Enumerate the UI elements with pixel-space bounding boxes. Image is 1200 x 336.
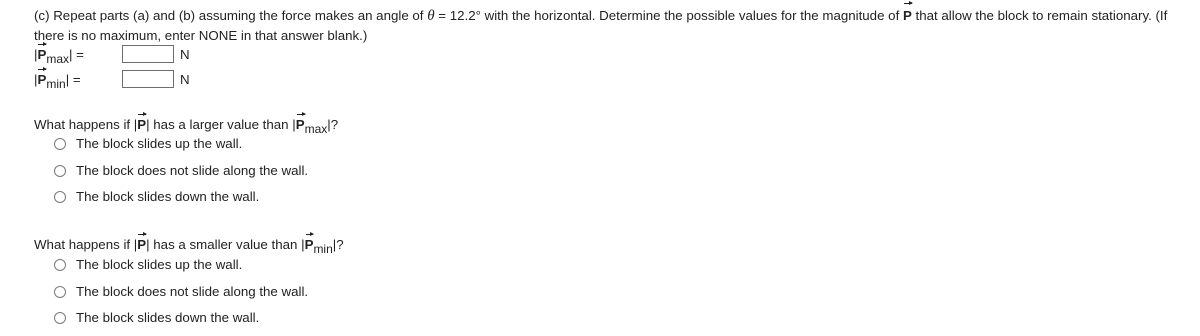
pmin-unit: N [180, 71, 190, 87]
pmax-label: |Pmax| = [34, 46, 84, 66]
radio-button[interactable] [54, 259, 66, 271]
pmin-label: |Pmin| = [34, 71, 81, 91]
vector-p-symbol: P [37, 71, 47, 87]
option-q2-no-slide[interactable]: The block does not slide along the wall. [54, 284, 308, 299]
pmax-input[interactable] [122, 45, 174, 63]
option-q1-slides-up[interactable]: The block slides up the wall. [54, 136, 242, 151]
radio-button[interactable] [54, 165, 66, 177]
vector-p-symbol: P [304, 237, 314, 252]
option-q1-slides-down[interactable]: The block slides down the wall. [54, 189, 259, 204]
option-q2-slides-up[interactable]: The block slides up the wall. [54, 257, 242, 272]
option-q1-no-slide[interactable]: The block does not slide along the wall. [54, 163, 308, 178]
vector-p-symbol: P [295, 117, 305, 132]
problem-statement [34, 6, 1184, 46]
radio-button[interactable] [54, 191, 66, 203]
pmax-unit: N [180, 46, 190, 62]
statement-text: that allow the block to remain stationary. (If there is no maximum, enter NONE in that answer blank.) [34, 8, 1168, 43]
question-smaller: What happens if |P| has a smaller value than |Pmin|? [34, 237, 344, 256]
question-larger: What happens if |P| has a larger value than |Pmax|? [34, 117, 339, 136]
radio-button[interactable] [54, 138, 66, 150]
option-q2-slides-down[interactable]: The block slides down the wall. [54, 310, 259, 325]
answer-row-pmax [34, 44, 190, 64]
radio-button[interactable] [54, 286, 66, 298]
vector-p-symbol: P [137, 117, 147, 132]
theta-symbol: θ [427, 8, 435, 24]
pmin-input[interactable] [122, 70, 174, 88]
statement-text: (c) Repeat parts (a) and (b) assuming the force makes an angle of [34, 8, 428, 23]
vector-p-symbol: P [903, 6, 912, 26]
answer-row-pmin [34, 69, 190, 89]
vector-p-symbol: P [137, 237, 147, 252]
radio-button[interactable] [54, 312, 66, 324]
statement-text: = 12.2° with the horizontal. Determine the possible values for the magnitude of [434, 8, 903, 23]
vector-p-symbol: P [37, 46, 47, 62]
